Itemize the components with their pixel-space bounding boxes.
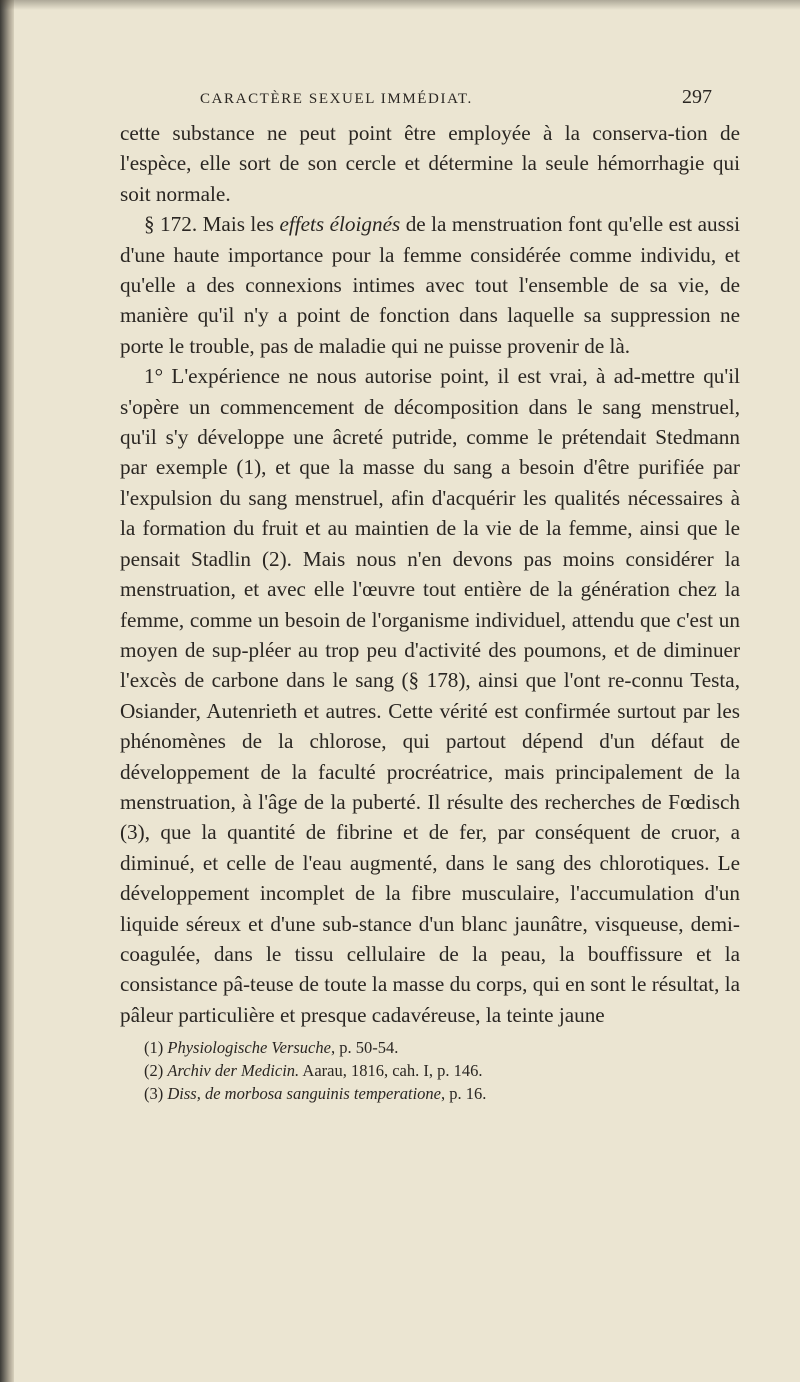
footnote-1-mark: (1) (144, 1038, 164, 1058)
footnote-1-rest: , p. 50-54. (330, 1038, 399, 1058)
footnote-3 (120, 1082, 740, 1105)
running-title: CARACTÈRE SEXUEL IMMÉDIAT. (200, 91, 473, 107)
paragraph-section-172 (120, 209, 740, 361)
page-number: 297 (682, 86, 712, 108)
paragraph-2-text: de la menstruation font qu'elle est aussi d'une haute importance pour la femme considérée comme individu, et qu'elle a des connexions intimes avec tout l'ensemble de sa vie, de manière qu'il n'y a point de fonction dans laquelle sa suppression ne porte le trouble, pas de maladie qui ne puisse provenir de là. (120, 212, 741, 358)
paragraph-point-1 (120, 361, 740, 1030)
footnote-2-title: Archiv der Medicin. (167, 1061, 300, 1081)
body-text (120, 118, 740, 1030)
footnote-2 (120, 1059, 740, 1082)
page-header (120, 86, 740, 116)
footnote-2-rest: Aarau, 1816, cah. I, p. 146. (299, 1061, 483, 1081)
paragraph-1-text: cette substance ne peut point être employée à la conserva-tion de l'espèce, elle sort de son cercle et détermine la seule hémorrhagie qui soit normale. (120, 121, 740, 206)
footnote-1-title: Physiologische Versuche (167, 1038, 331, 1058)
paragraph-2-emphasis: effets éloignés (279, 212, 401, 237)
footnote-3-rest: , p. 16. (441, 1084, 487, 1104)
footnote-3-mark: (3) (144, 1084, 164, 1104)
paragraph-2-lead: § 172. Mais les (144, 212, 280, 237)
book-spine-edge (0, 0, 14, 1382)
footnote-2-mark: (2) (144, 1061, 164, 1081)
footnotes (120, 1036, 740, 1105)
footnote-3-title: Diss, de morbosa sanguinis temperatione (167, 1084, 441, 1104)
paragraph-3-text: 1° L'expérience ne nous autorise point, il est vrai, à ad-mettre qu'il s'opère un commencement de décomposition dans le sang menstruel, qu'il s'y développe une âcreté putride, comme le prétendait Stedmann par exemple (1), et que la masse du sang a besoin d'être purifiée par l'expulsion du sang menstruel, afin d'acquérir les qualités nécessaires à la formation du fruit et au maintien de la vie de la femme, ainsi que le pensait Stadlin (2). Mais nous n'en devons pas moins considérer la menstruation, et avec elle l'œuvre tout entière de la génération chez la femme, comme un besoin de l'organisme individuel, attendu que c'est un moyen de sup-pléer au trop peu d'activité des poumons, et de diminuer l'excès de carbone dans le sang (§ 178), ainsi que l'ont re-connu Testa, Osiander, Autenrieth et autres. Cette vérité est confirmée surtout par les phénomènes de la chlorose, qui partout dépend d'un défaut de développement de la faculté procréatrice, mais principalement de la menstruation, à l'âge de la puberté. Il résulte des recherches de Fœdisch (3), que la quantité de fibrine et de fer, par conséquent de cruor, a diminué, et celle de l'eau augmenté, dans le sang des chlorotiques. Le développement incomplet de la fibre musculaire, l'accumulation d'un liquide séreux et d'une sub-stance d'un blanc jaunâtre, visqueuse, demi-coagulée, dans le tissu cellulaire de la peau, la bouffissure et la consistance pâ-teuse de toute la masse du corps, qui en sont le résultat, la pâleur particulière et presque cadavéreuse, la teinte jaune (120, 364, 740, 1027)
paragraph-continuation (120, 118, 740, 209)
page-top-shadow (0, 0, 800, 10)
footnote-1 (120, 1036, 740, 1059)
book-page (120, 86, 740, 1105)
